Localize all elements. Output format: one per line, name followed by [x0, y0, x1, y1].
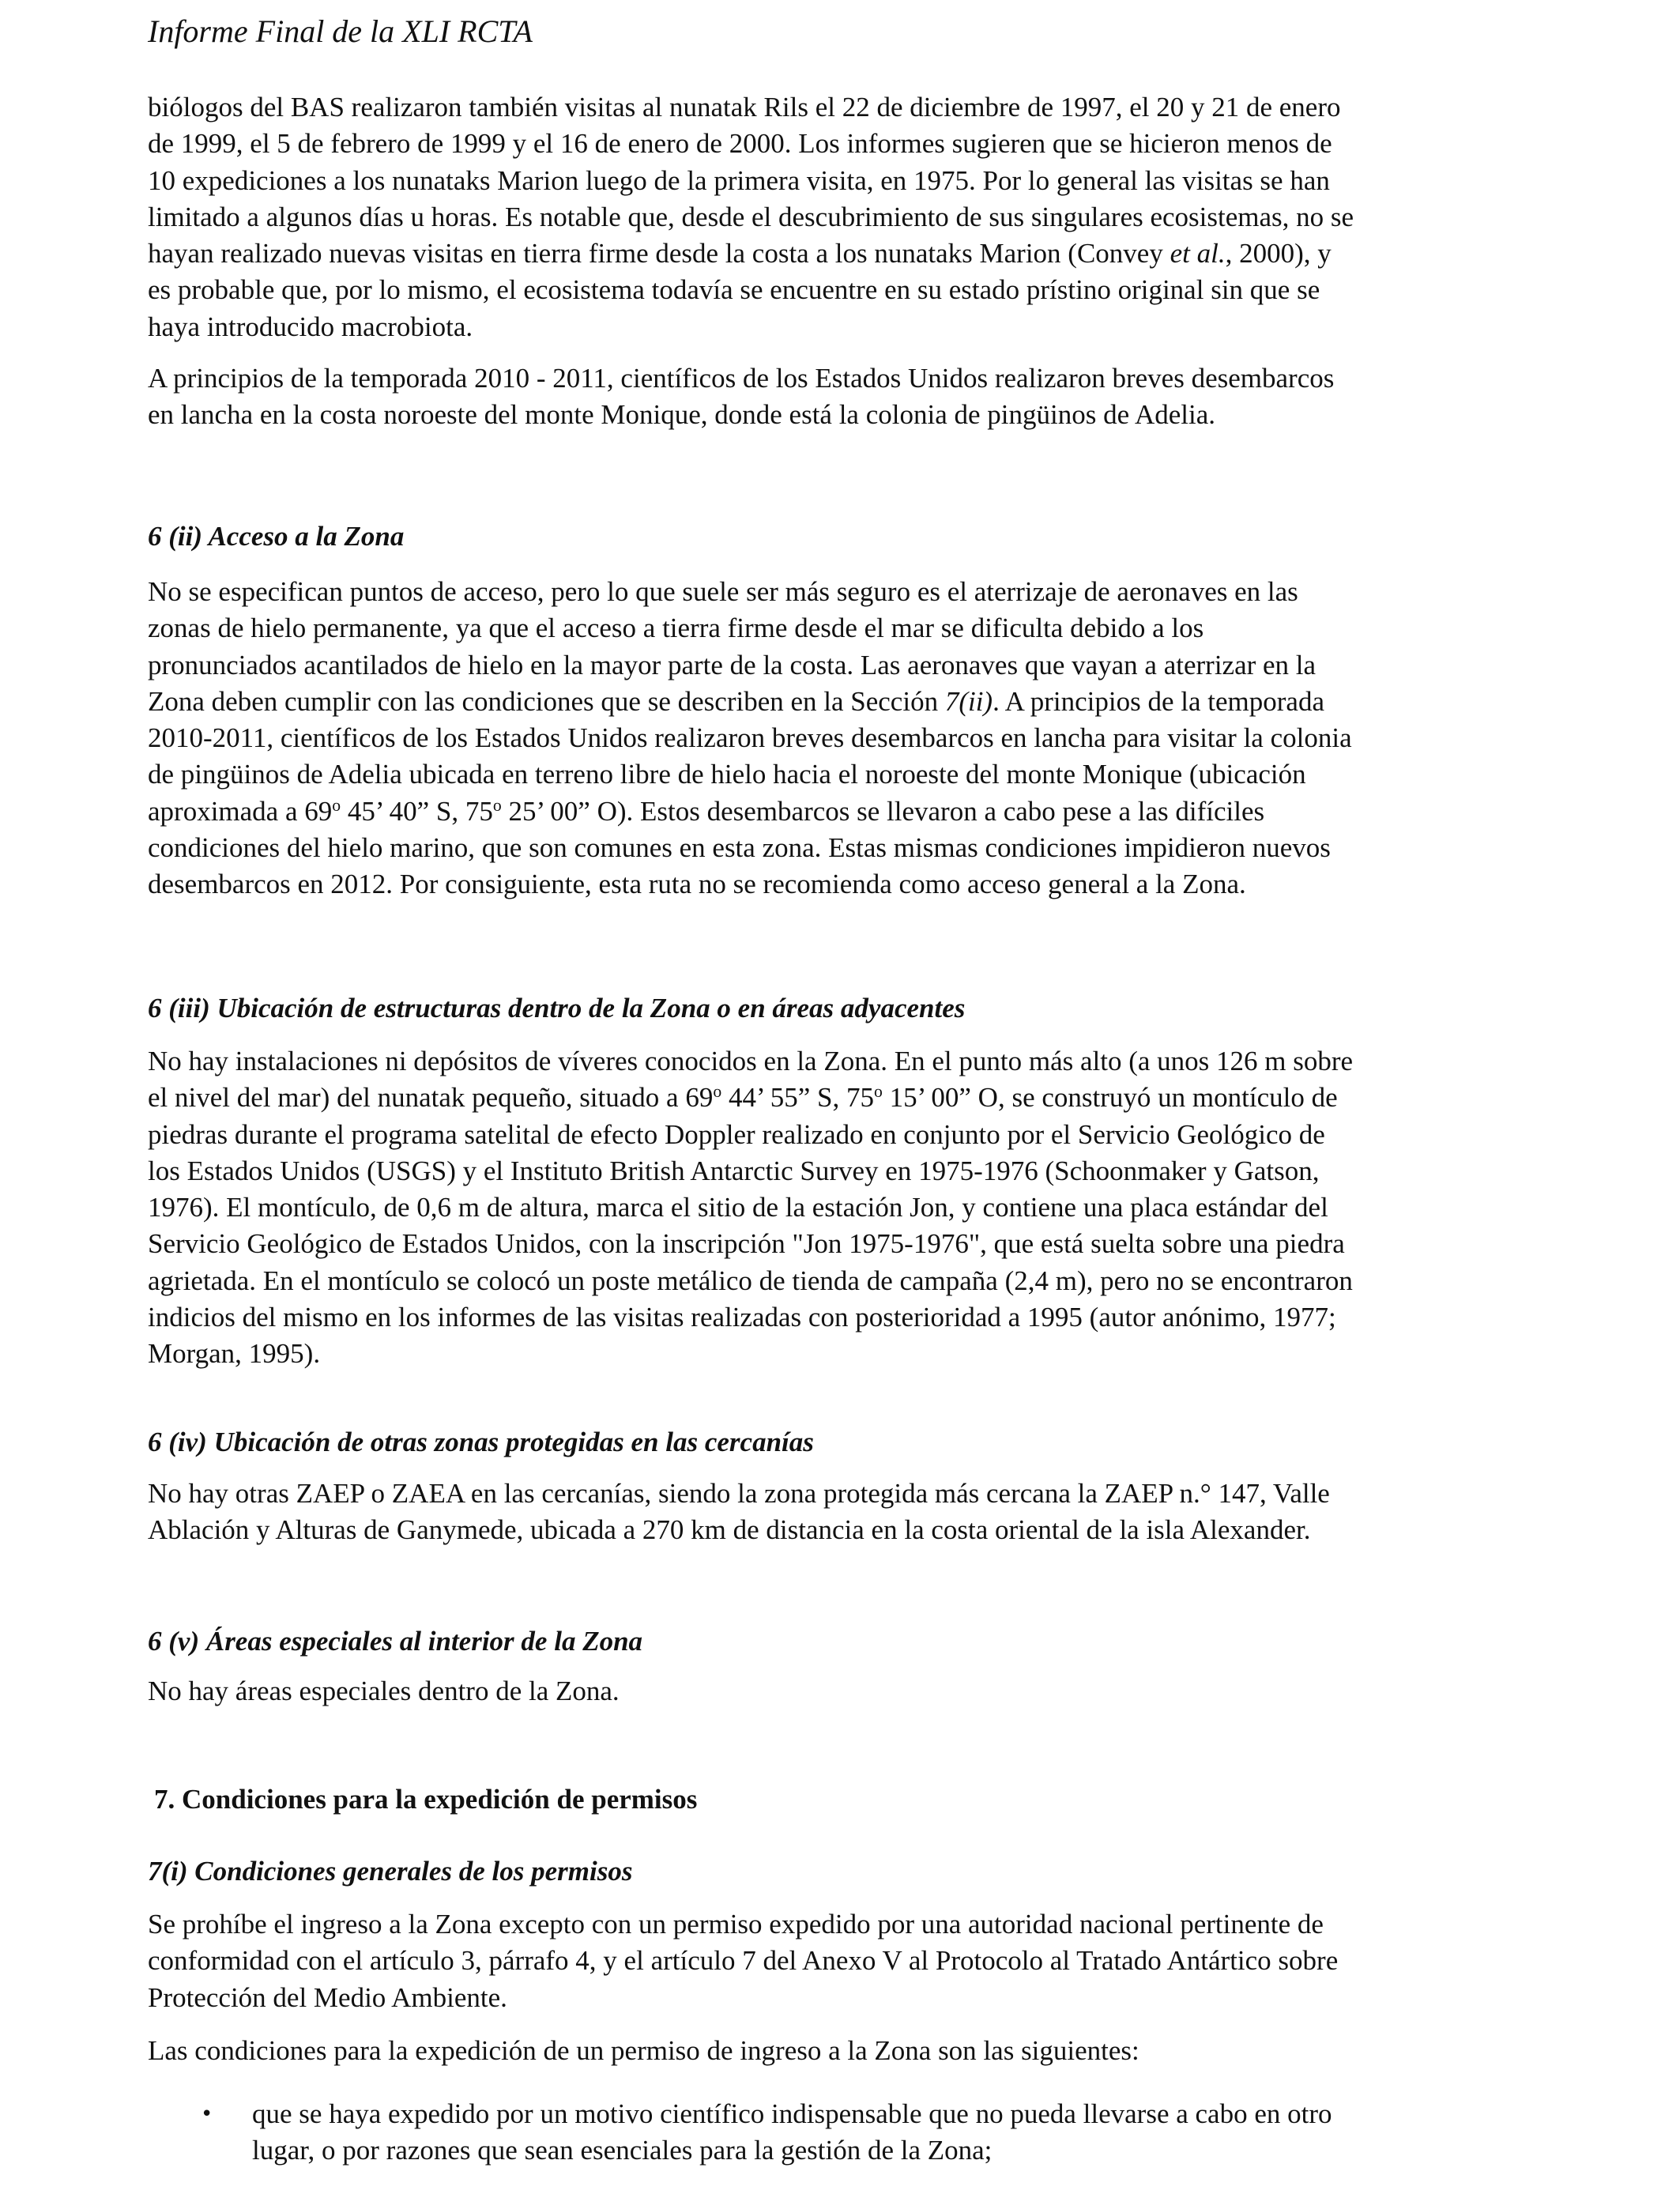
text-run: Zona deben cumplir con las condiciones que se describen en la Sección	[148, 685, 945, 717]
text-line: Morgan, 1995).	[148, 1338, 321, 1370]
paragraph-visits	[148, 89, 1539, 345]
text-line	[148, 1080, 1539, 1116]
text-run: . A principios de la temporada	[993, 685, 1324, 717]
heading-general-permit-conditions: 7(i) Condiciones generales de los permisos	[148, 1856, 633, 1887]
text-line: A principios de la temporada 2010 - 2011, científicos de los Estados Unidos realizaron breves desembarcos	[148, 363, 1335, 394]
heading-special-areas: 6 (v) Áreas especiales al interior de la Zona	[148, 1626, 643, 1657]
text-run: 44’ 55” S, 75	[721, 1082, 874, 1114]
text-line	[148, 236, 1539, 272]
text-line: es probable que, por lo mismo, el ecosistema todavía se encuentre en su estado prístino original sin que se	[148, 274, 1320, 306]
text-line: de pingüinos de Adelia ubicada en terreno libre de hielo hacia el noroeste del monte Monique (ubicación	[148, 759, 1306, 790]
text-line: agrietada. En el montículo se colocó un poste metálico de tienda de campaña (2,4 m), pero no se encontraron	[148, 1265, 1353, 1296]
text-run: hayan realizado nuevas visitas en tierra firme desde la costa a los nunataks Marion (Convey	[148, 238, 1170, 270]
text-run: aproximada a 69	[148, 795, 333, 827]
text-line: que se haya expedido por un motivo científico indispensable que no pueda llevarse a cabo en otro	[252, 2098, 1332, 2129]
degree-mark: o	[492, 795, 502, 815]
heading-permit-conditions: 7. Condiciones para la expedición de permisos	[154, 1784, 698, 1815]
text-line: No hay instalaciones ni depósitos de víveres conocidos en la Zona. En el punto más alto (a unos 126 m sobre	[148, 1046, 1354, 1076]
citation-italic: et al.	[1170, 238, 1226, 270]
text-line: 1976). El montículo, de 0,6 m de altura, marca el sitio de la estación Jon, y contiene una placa estándar del	[148, 1192, 1328, 1223]
text-line: Ablación y Alturas de Ganymede, ubicada a 270 km de distancia en la costa oriental de la isla Alexander.	[148, 1514, 1311, 1546]
text-run: 45’ 40” S, 75	[341, 795, 493, 827]
text-line: piedras durante el programa satelital de efecto Doppler realizado en conjunto por el Servicio Geológico de	[148, 1118, 1325, 1150]
text-line: Protección del Medio Ambiente.	[148, 1981, 507, 2013]
text-line: condiciones del hielo marino, que son comunes en esta zona. Estas mismas condiciones impidieron nuevos	[148, 832, 1331, 864]
text-line: conformidad con el artículo 3, párrafo 4, y el artículo 7 del Anexo V al Protocolo al Tratado Antártico sobre	[148, 1945, 1339, 1977]
heading-other-protected-areas: 6 (iv) Ubicación de otras zonas protegidas en las cercanías	[148, 1427, 814, 1457]
text-line: Se prohíbe el ingreso a la Zona excepto con un permiso expedido por una autoridad nacional pertinente de	[148, 1909, 1324, 1940]
section-reference: 7(ii)	[944, 685, 993, 717]
text-line: indicios del mismo en los informes de las visitas realizadas con posterioridad a 1995 (autor anónimo, 1977;	[148, 1302, 1336, 1333]
paragraph-structures	[148, 1043, 1539, 1373]
heading-access: 6 (ii) Acceso a la Zona	[148, 521, 405, 552]
degree-mark: o	[874, 1082, 883, 1102]
text-line: No hay otras ZAEP o ZAEA en las cercanías, siendo la zona protegida más cercana la ZAEP n.° 147, Valle	[148, 1478, 1330, 1509]
text-line: los Estados Unidos (USGS) y el Instituto British Antarctic Survey en 1975-1976 (Schoonmaker y Gatson,	[148, 1155, 1320, 1186]
paragraph-2010-season	[148, 360, 1539, 434]
text-line: biólogos del BAS realizaron también visitas al nunatak Rils el 22 de diciembre de 1997, el 20 y 21 de enero	[148, 92, 1341, 123]
text-line: 2010-2011, científicos de los Estados Unidos realizaron breves desembarcos en lancha para visitar la colonia	[148, 722, 1352, 754]
bullet-icon: •	[201, 2102, 213, 2126]
text-run: , 2000), y	[1225, 238, 1332, 270]
degree-mark: o	[332, 795, 341, 815]
text-line	[148, 684, 1539, 720]
list-item-text	[252, 2096, 1332, 2169]
text-line: de 1999, el 5 de febrero de 1999 y el 16 de enero de 2000. Los informes sugieren que se hicieron menos de	[148, 128, 1332, 160]
text-line: zonas de hielo permanente, ya que el acceso a tierra firme desde el mar se dificulta debido a los	[148, 613, 1204, 644]
text-run: 25’ 00” O). Estos desembarcos se llevaron a cabo pese a las difíciles	[501, 795, 1265, 827]
text-line: en lancha en la costa noroeste del monte Monique, donde está la colonia de pingüinos de Adelia.	[148, 399, 1215, 431]
text-line: No se especifican puntos de acceso, pero lo que suele ser más seguro es el aterrizaje de aeronaves en las	[148, 576, 1298, 607]
running-header: Informe Final de la XLI RCTA	[148, 13, 533, 49]
text-line: limitado a algunos días u horas. Es notable que, desde el descubrimiento de sus singulares ecosistemas, no se	[148, 201, 1354, 232]
paragraph-access	[148, 574, 1539, 903]
text-line: lugar, o por razones que sean esenciales para la gestión de la Zona;	[252, 2135, 993, 2166]
text-line	[148, 794, 1539, 830]
paragraph-permit-required	[148, 1906, 1539, 2016]
degree-mark: o	[713, 1082, 722, 1102]
text-line: pronunciados acantilados de hielo en la mayor parte de la costa. Las aeronaves que vayan a aterrizar en la	[148, 649, 1317, 680]
text-line: Las condiciones para la expedición de un permiso de ingreso a la Zona son las siguientes:	[148, 2035, 1139, 2066]
text-line: desembarcos en 2012. Por consiguiente, esta ruta no se recomienda como acceso general a la Zona.	[148, 869, 1246, 900]
text-line: 10 expediciones a los nunataks Marion luego de la primera visita, en 1975. Por lo general las visitas se han	[148, 164, 1330, 196]
paragraph-permit-conditions-intro	[148, 2033, 1539, 2069]
text-run: 15’ 00” O, se construyó un montículo de	[882, 1082, 1338, 1114]
text-line: haya introducido macrobiota.	[148, 311, 473, 342]
text-run: el nivel del mar) del nunatak pequeño, situado a 69	[148, 1082, 714, 1114]
text-line: Servicio Geológico de Estados Unidos, con la inscripción "Jon 1975-1976", que está suelta sobre una piedra	[148, 1228, 1345, 1260]
paragraph-other-protected-areas	[148, 1476, 1539, 1549]
paragraph-special-areas	[148, 1673, 1539, 1710]
heading-structures: 6 (iii) Ubicación de estructuras dentro de la Zona o en áreas adyacentes	[148, 993, 966, 1023]
text-line: No hay áreas especiales dentro de la Zona.	[148, 1676, 620, 1706]
